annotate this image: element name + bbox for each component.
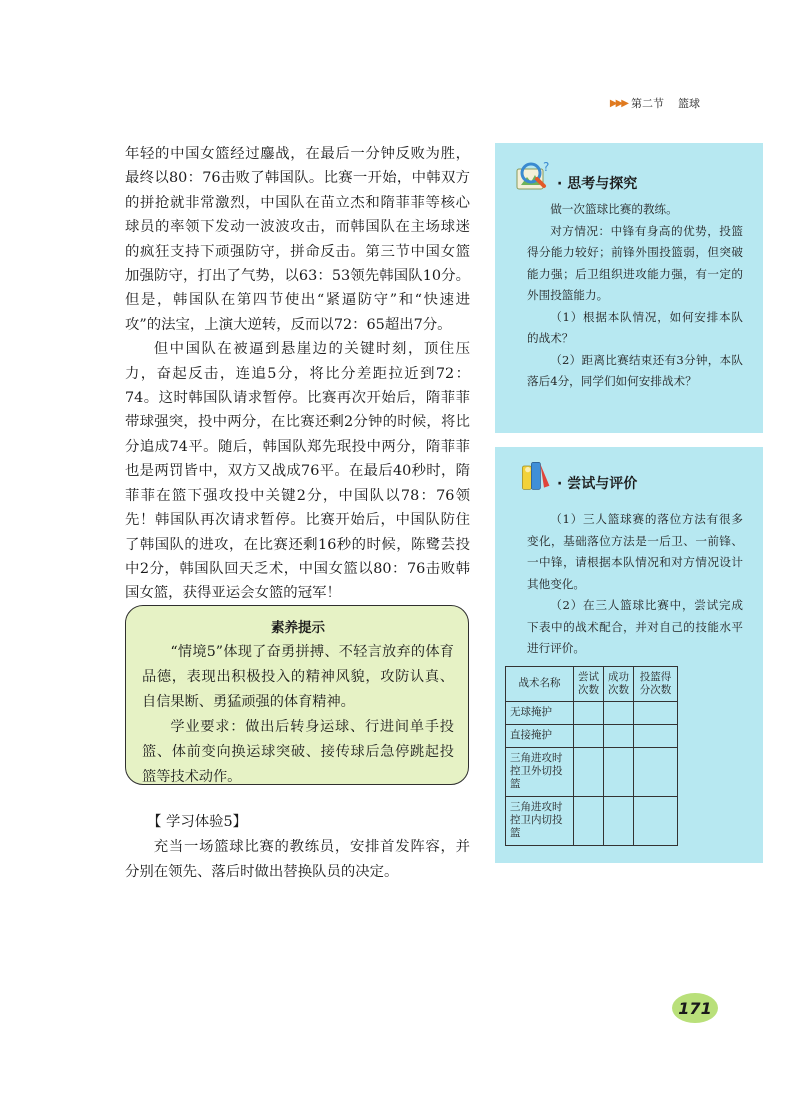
table-cell[interactable] [604, 796, 634, 845]
table-cell[interactable] [574, 747, 604, 796]
tactics-eval-table [505, 666, 678, 846]
try-paragraph-2: （2）在三人篮球比赛中，尝试完成下表中的战术配合，并对自己的技能水平进行评价。 [527, 598, 743, 655]
tips-paragraph-1: “情境5”体现了奋勇拼搏、不轻言放弃的体育品德，表现出积极投入的精神风貌，攻防认真、自信果断、勇猛顽强的体育精神。 [142, 644, 454, 710]
think-title: · 思考与探究 [557, 176, 638, 192]
think-paragraph-1: 做一次篮球比赛的教练。 [550, 202, 678, 216]
think-paragraph-2: 对方情况：中锋有身高的优势，投篮得分能力较好；前锋外围投篮弱，但突破能力强；后卫组织进攻能力强，有一定的外围投篮能力。 [527, 223, 743, 302]
experience-text: 充当一场篮球比赛的教练员，安排首发阵容，并分别在领先、落后时做出替换队员的决定。 [125, 839, 470, 880]
main-paragraph-2: 但中国队在被逼到悬崖边的关键时刻，顶住压力，奋起反击，连追5分，将比分差距拉近到72：74。这时韩国队请求暂停。比赛再次开始后，隋菲菲带球强突，投中两分，在比赛还剩2分钟的时候，将比分追成74平。随后，韩国队郑先珉投中两分，隋菲菲也是两罚皆中，双方又战成76平。在最后40秒时，隋菲菲在篮下强攻投中关键2分，中国队以78：76领先！韩国队再次请求暂停。比赛开始后，中国队防住了韩国队的进攻，在比赛还剩16秒的时候，陈鹭芸投中2分，韩国队回天乏术，中国女篮以80：76击败韩国女篮，获得亚运会女篮的冠军！ [125, 341, 470, 602]
main-paragraph-1: 年轻的中国女篮经过鏖战，在最后一分钟反败为胜，最终以80：76击败了韩国队。比赛一开始，中韩双方的拼抢就非常激烈，中国队在苗立杰和隋菲菲等核心球员的率领下发动一波波攻击，而韩国队在主场球迷的疯狂支持下顽强防守，拼命反击。第三节中国女篮加强防守，打出了气势，以63：53领先韩国队10分。但是，韩国队在第四节使出“紧逼防守”和“快速进攻”的法宝，上演大逆转，反而以72：65超出7分。 [125, 146, 470, 333]
table-row-name: 三角进攻时控卫外切投篮 [506, 747, 574, 796]
table-row-name: 直接掩护 [506, 724, 574, 747]
table-cell[interactable] [604, 747, 634, 796]
header-section: 第二节 [631, 97, 664, 110]
try-paragraph-1: （1）三人篮球赛的落位方法有很多变化，基础落位方法是一后卫、一前锋、一中锋，请根据本队情况和对方情况设计其他变化。 [527, 512, 743, 591]
table-cell[interactable] [574, 796, 604, 845]
table-cell[interactable] [574, 724, 604, 747]
tips-paragraph-2: 学业要求：做出后转身运球、行进间单手投篮、体前变向换运球突破、接传球后急停跳起投篮等技术动作。 [142, 719, 454, 785]
table-header-score: 投篮得分次数 [634, 666, 678, 701]
learning-experience [125, 810, 470, 885]
table-cell[interactable] [634, 724, 678, 747]
table-row-name: 无球掩护 [506, 701, 574, 724]
table-cell[interactable] [634, 701, 678, 724]
think-paragraph-3: （1）根据本队情况，如何安排本队的战术？ [527, 309, 743, 345]
try-title: · 尝试与评价 [557, 476, 638, 492]
table-cell[interactable] [634, 796, 678, 845]
think-explore-box [495, 143, 763, 433]
table-row-name: 三角进攻时控卫内切投篮 [506, 796, 574, 845]
experience-label: 【 学习体验5】 [147, 814, 248, 830]
try-evaluate-box [495, 447, 763, 863]
think-paragraph-4: （2）距离比赛结束还有3分钟，本队落后4分，同学们如何安排战术？ [527, 352, 743, 388]
table-header-success: 成功次数 [604, 666, 634, 701]
svg-text:?: ? [543, 160, 550, 174]
table-cell[interactable] [574, 701, 604, 724]
page-number: 171 [672, 993, 718, 1023]
table-cell[interactable] [604, 701, 634, 724]
triple-arrow-icon: ▶▶▶ [609, 97, 627, 109]
table-cell[interactable] [634, 747, 678, 796]
literacy-tips-box [125, 605, 469, 785]
running-header [610, 95, 700, 111]
table-header-attempts: 尝试次数 [574, 666, 604, 701]
tips-title: 素养提示 [271, 620, 325, 636]
pencils-icon [513, 457, 557, 493]
table-header-tactic: 战术名称 [506, 666, 574, 701]
table-cell[interactable] [604, 724, 634, 747]
magnifier-icon [513, 159, 557, 195]
header-topic: 篮球 [678, 97, 700, 110]
main-text [125, 142, 470, 606]
